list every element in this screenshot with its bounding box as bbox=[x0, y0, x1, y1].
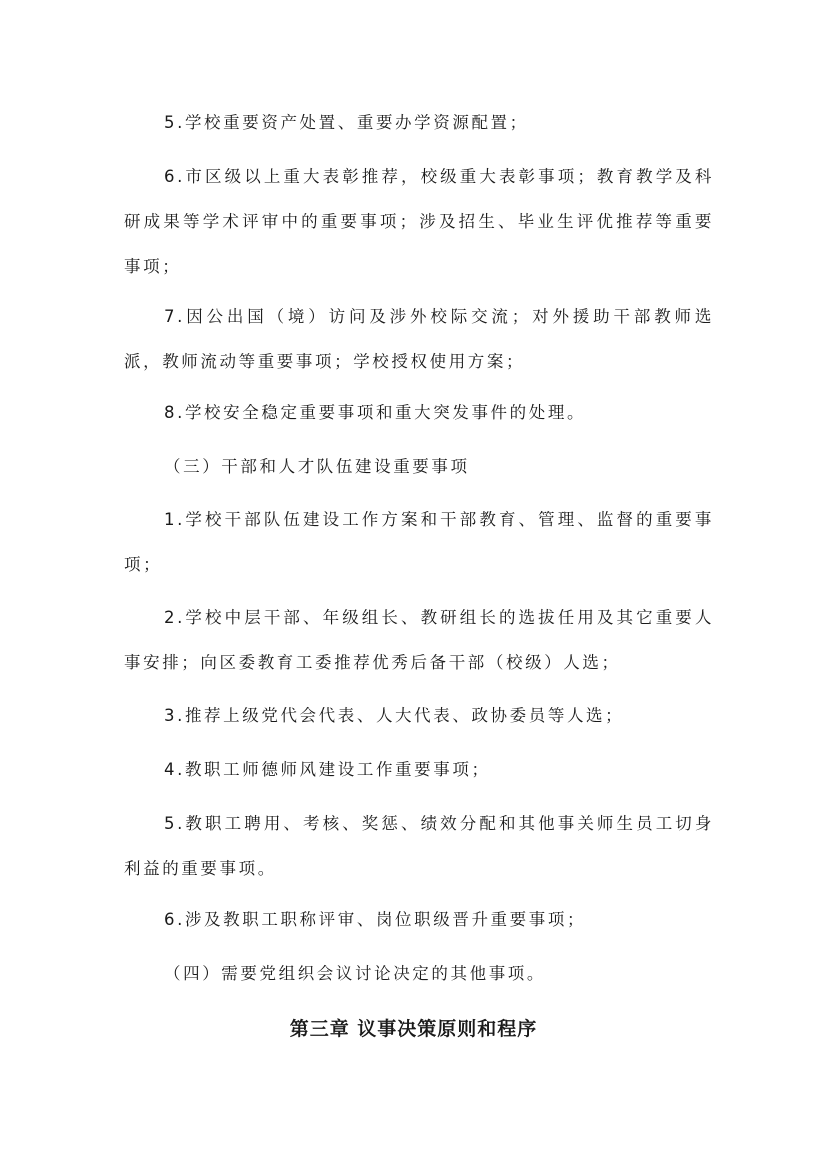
paragraph-cadre-team-plan: 1.学校干部队伍建设工作方案和干部教育、管理、监督的重要事项； bbox=[124, 510, 714, 574]
paragraph-teacher-ethics: 4.教职工师德师风建设工作重要事项； bbox=[164, 760, 491, 779]
section-heading-cadre-talent: （三）干部和人才队伍建设重要事项 bbox=[164, 457, 470, 476]
paragraph-middle-managers: 2.学校中层干部、年级组长、教研组长的选拔任用及其它重要人事安排；向区委教育工委推荐优秀后备干部（校级）人选； bbox=[124, 608, 714, 672]
paragraph-staff-employment: 5.教职工聘用、考核、奖惩、绩效分配和其他事关师生员工切身利益的重要事项。 bbox=[124, 814, 714, 878]
paragraph-asset-disposal: 5.学校重要资产处置、重要办学资源配置； bbox=[164, 113, 529, 132]
chapter-heading: 第三章 议事决策原则和程序 bbox=[289, 1018, 538, 1040]
paragraph-representatives: 3.推荐上级党代会代表、人大代表、政协委员等人选； bbox=[164, 706, 625, 725]
paragraph-foreign-exchange: 7.因公出国（境）访问及涉外校际交流；对外援助干部教师选派，教师流动等重要事项；学校授权使用方案； bbox=[124, 307, 714, 371]
paragraph-awards-recommendation: 6.市区级以上重大表彰推荐，校级重大表彰事项；教育教学及科研成果等学术评审中的重要事项；涉及招生、毕业生评优推荐等重要事项； bbox=[124, 167, 714, 276]
paragraph-title-evaluation: 6.涉及教职工职称评审、岗位职级晋升重要事项； bbox=[164, 910, 587, 929]
section-heading-other-matters: （四）需要党组织会议讨论决定的其他事项。 bbox=[164, 964, 546, 983]
paragraph-safety-stability: 8.学校安全稳定重要事项和重大突发事件的处理。 bbox=[164, 403, 587, 422]
